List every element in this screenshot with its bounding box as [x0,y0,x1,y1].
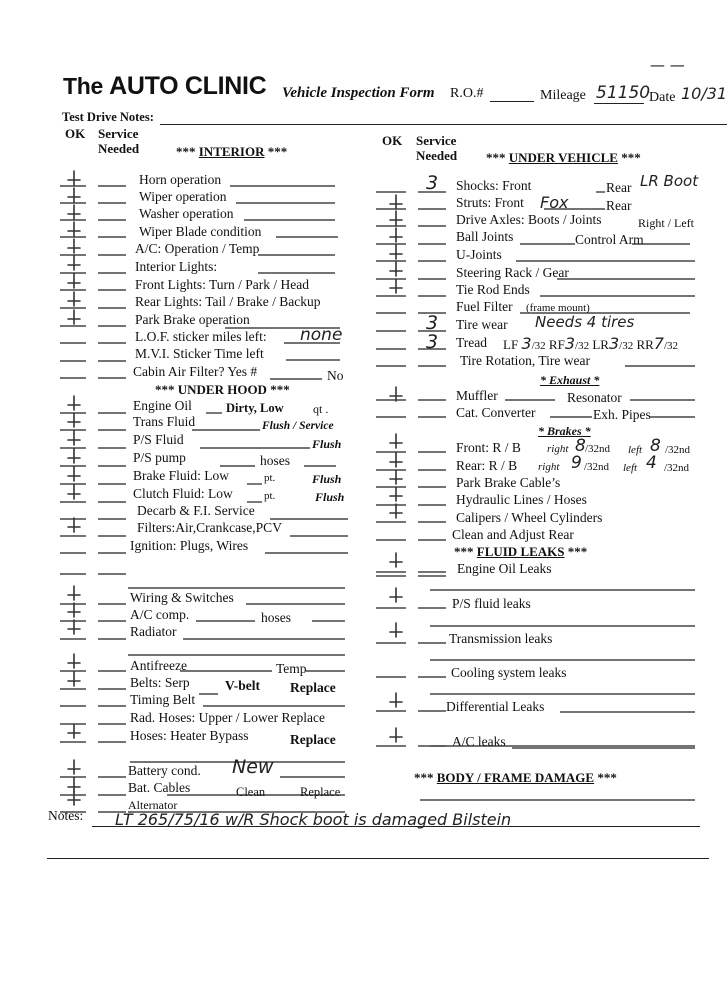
item-wiper-blade: Wiper Blade condition [139,224,262,239]
item-belts: Belts: Serp [130,675,190,690]
rear-left-unit: /32nd [664,462,690,474]
ok-check-left [68,431,80,445]
rear-left-value[interactable]: 4 [646,453,657,473]
item-tire-wear: Tire wear [456,317,508,332]
ok-check-left [68,222,80,236]
item-cooling-leaks: Cooling system leaks [451,665,567,680]
ok-check-left [68,672,80,686]
item-steering: Steering Rack / Gear [456,265,569,280]
resonator: Resonator [567,390,622,405]
tread-rr-label: RR [636,337,654,352]
mileage-value[interactable]: 51150 [596,83,651,103]
ro-label: R.O.# [450,86,484,101]
item-hydraulic: Hydraulic Lines / Hoses [456,492,587,507]
col-ok-left: OK [65,126,86,141]
engine-oil-options: Dirty, Low [226,401,284,415]
shocks-count[interactable]: 3 [426,172,439,194]
front-right-label: right [547,443,569,455]
item-tread: Tread [456,335,488,350]
item-front-brakes: Front: R / B [456,440,521,455]
struts-rear: Rear [606,198,632,213]
tread-lf-label: LF [503,337,519,352]
ok-check-right [390,470,402,484]
ok-check-left [68,654,80,668]
item-u-joints: U-Joints [456,247,502,262]
ok-check-left [68,603,80,617]
interior-heading: *** INTERIOR *** [176,144,288,159]
notes-label: Notes: [48,808,84,823]
struts-value[interactable]: Fox [540,193,569,212]
date-value[interactable]: 10/31 [681,84,727,103]
ps-pump-hoses: hoses [260,453,290,468]
tire-wear-count: 3 [426,312,439,334]
item-washer: Washer operation [139,206,234,221]
ok-check-right [390,262,402,276]
ok-check-left [68,239,80,253]
col-needed-right: Needed [416,148,458,163]
header-marks: — — [650,56,685,74]
item-filters: Filters:Air,Crankcase,PCV [137,520,282,535]
item-shocks: Shocks: Front [456,178,532,193]
ok-check-left [68,485,80,499]
ok-check-right [390,434,402,448]
ok-check-right [390,728,402,742]
ok-check-right [390,279,402,293]
item-struts: Struts: Front [456,195,524,210]
exh-pipes: Exh. Pipes [593,407,651,422]
tread-rf[interactable]: 3 [564,334,576,353]
ok-check-right [390,623,402,637]
item-antifreeze: Antifreeze [130,658,187,673]
ok-check-left [68,171,80,185]
tread-rf-unit: /32 [575,340,590,352]
ok-check-left [68,620,80,634]
item-ps-leaks: P/S fluid leaks [452,596,531,611]
test-drive-label: Test Drive Notes: [62,110,154,124]
item-park-cables: Park Brake Cable’s [456,475,561,490]
ok-check-left [68,760,80,774]
item-fuel-filter: Fuel Filter [456,299,513,314]
brake-fluid-pt: pt. [264,472,276,484]
item-park-brake: Park Brake operation [135,312,250,327]
col-ok-right: OK [382,133,403,148]
item-muffler: Muffler [456,388,498,403]
ok-check-left [68,449,80,463]
item-clutch-fluid: Clutch Fluid: Low [133,486,233,501]
body-frame-heading: *** BODY / FRAME DAMAGE *** [414,770,617,785]
ac-comp-hoses: hoses [261,610,291,625]
notes-value[interactable]: LT 265/75/16 w/R Shock boot is damaged Bilstein [115,810,512,829]
ok-check-right [390,504,402,518]
item-ac: A/C: Operation / Temp [135,241,260,256]
item-clean-adjust: Clean and Adjust Rear [452,527,574,542]
tread-lr[interactable]: 3 [608,334,620,353]
item-wiring: Wiring & Switches [130,590,234,605]
fluid-leaks-heading: *** FLUID LEAKS *** [454,544,588,559]
ok-check-left [68,778,80,792]
battery-value[interactable]: New [232,756,274,778]
item-rad-hoses: Rad. Hoses: Upper / Lower Replace [130,710,325,725]
ok-check-left [68,274,80,288]
exhaust-heading: * Exhaust * [540,373,600,387]
item-engine-oil-leaks: Engine Oil Leaks [457,561,552,576]
tread-rf-label: RF [548,337,565,352]
ok-check-left [68,467,80,481]
ok-check-left [68,188,80,202]
item-wiper-op: Wiper operation [139,189,227,204]
tread-lr-label: LR [592,337,609,352]
item-ignition: Ignition: Plugs, Wires [130,538,249,553]
item-trans-leaks: Transmission leaks [449,631,553,646]
ok-check-left [68,205,80,219]
item-horn: Horn operation [139,172,222,187]
ok-check-right [390,453,402,467]
item-cabin: Cabin Air Filter? Yes # [133,364,258,379]
brakes-heading: * Brakes * [538,424,591,438]
item-ac-leaks: A/C leaks [452,734,506,749]
item-calipers: Calipers / Wheel Cylinders [456,510,603,525]
tread-rr[interactable]: 7 [653,334,664,353]
item-rear-lights: Rear Lights: Tail / Brake / Backup [135,294,321,309]
item-alternator: Alternator [128,798,178,812]
brake-fluid-flush: Flush [312,472,342,486]
ok-check-right [390,245,402,259]
clutch-fluid-pt: pt. [264,490,276,502]
ok-check-left [68,586,80,600]
under-vehicle-heading: *** UNDER VEHICLE *** [486,150,641,165]
tire-wear-value[interactable]: Needs 4 tires [535,313,635,331]
ok-check-left [68,396,80,410]
rear-right-unit: /32nd [584,461,610,473]
item-tire-rotation: Tire Rotation, Tire wear [460,353,591,368]
item-cabin-no: No [327,368,344,383]
item-bat-cables: Bat. Cables [128,780,191,795]
under-hood-heading: *** UNDER HOOD *** [155,382,290,397]
item-tie-rod: Tie Rod Ends [456,282,530,297]
ok-check-right [390,487,402,501]
rear-left-label: left [623,462,638,474]
brand-name: AUTO CLINIC [109,72,267,100]
item-rear-brakes: Rear: R / B [456,458,518,473]
ok-check-right [390,553,402,567]
col-service-right: Service [416,133,457,148]
ok-check-right [390,588,402,602]
tread-rr-unit: /32 [663,340,679,352]
shocks-rear: Rear [606,180,632,195]
tread-lf[interactable]: 3 [521,334,532,353]
item-mvi: M.V.I. Sticker Time left [135,346,264,361]
belts-replace: Replace [290,680,336,695]
ok-check-left [68,256,80,270]
ok-check-right [390,228,402,242]
item-brake-fluid: Brake Fluid: Low [133,468,229,483]
ok-check-left [68,791,80,805]
drive-axles-rl: Right / Left [638,216,694,230]
item-diff-leaks: Differential Leaks [446,699,545,714]
item-trans-fluid: Trans Fluid [133,414,196,429]
control-arm: Control Arm [575,232,644,247]
tread-lr-unit: /32 [619,340,634,352]
ok-check-left [68,724,80,738]
engine-oil-qt: qt . [313,402,329,416]
front-right-value[interactable]: 8 [575,436,586,456]
item-front-lights: Front Lights: Turn / Park / Head [135,277,310,292]
date-label: Date [649,90,676,105]
ok-check-left [68,518,80,532]
rear-right-value[interactable]: 9 [571,453,582,473]
col-needed-left: Needed [98,141,140,156]
item-interior-lights: Interior Lights: [135,259,218,274]
col-service-left: Service [98,126,139,141]
mileage-label: Mileage [540,88,586,103]
hoses-replace: Replace [290,732,336,747]
ok-check-right [390,387,402,401]
front-left-label: left [628,444,643,456]
item-ps-pump: P/S pump [133,450,186,465]
item-engine-oil: Engine Oil [133,398,192,413]
item-hoses-heater: Hoses: Heater Bypass [130,728,249,743]
shocks-note[interactable]: LR Boot [640,172,699,190]
fuel-filter-frame: (frame mount) [526,302,590,314]
item-ac-comp: A/C comp. [130,607,190,622]
item-battery: Battery cond. [128,763,201,778]
ok-check-left [68,310,80,324]
trans-options: Flush / Service [262,420,334,432]
brand-the: The [63,73,103,99]
item-radiator: Radiator [130,624,177,639]
bat-cables-replace: Replace [300,785,341,799]
ok-check-left [68,292,80,306]
ok-check-right [390,211,402,225]
antifreeze-temp: Temp [276,661,307,676]
rear-right-label: right [538,461,560,473]
ok-check-left [68,413,80,427]
ok-check-right [390,195,402,209]
item-drive-axles: Drive Axles: Boots / Joints [456,212,602,227]
item-lof: L.O.F. sticker miles left: [135,329,267,344]
tread-count: 3 [426,331,439,353]
item-ps-fluid: P/S Fluid [133,432,184,447]
front-right-unit: /32nd [585,443,611,455]
front-left-unit: /32nd [665,444,691,456]
item-cat: Cat. Converter [456,405,536,420]
clutch-fluid-flush: Flush [315,490,345,504]
ok-check-right [390,693,402,707]
item-ball-joints: Ball Joints [456,229,514,244]
form-title: Vehicle Inspection Form [282,85,435,101]
belts-vbelt: V-belt [225,678,260,693]
ps-flush: Flush [312,437,342,451]
lof-value[interactable]: none [300,325,343,345]
tread-lf-unit: /32 [531,340,546,352]
bat-cables-clean: Clean [236,785,266,799]
front-left-value[interactable]: 8 [650,436,661,456]
item-timing-belt: Timing Belt [130,692,196,707]
item-decarb: Decarb & F.I. Service [137,503,255,518]
